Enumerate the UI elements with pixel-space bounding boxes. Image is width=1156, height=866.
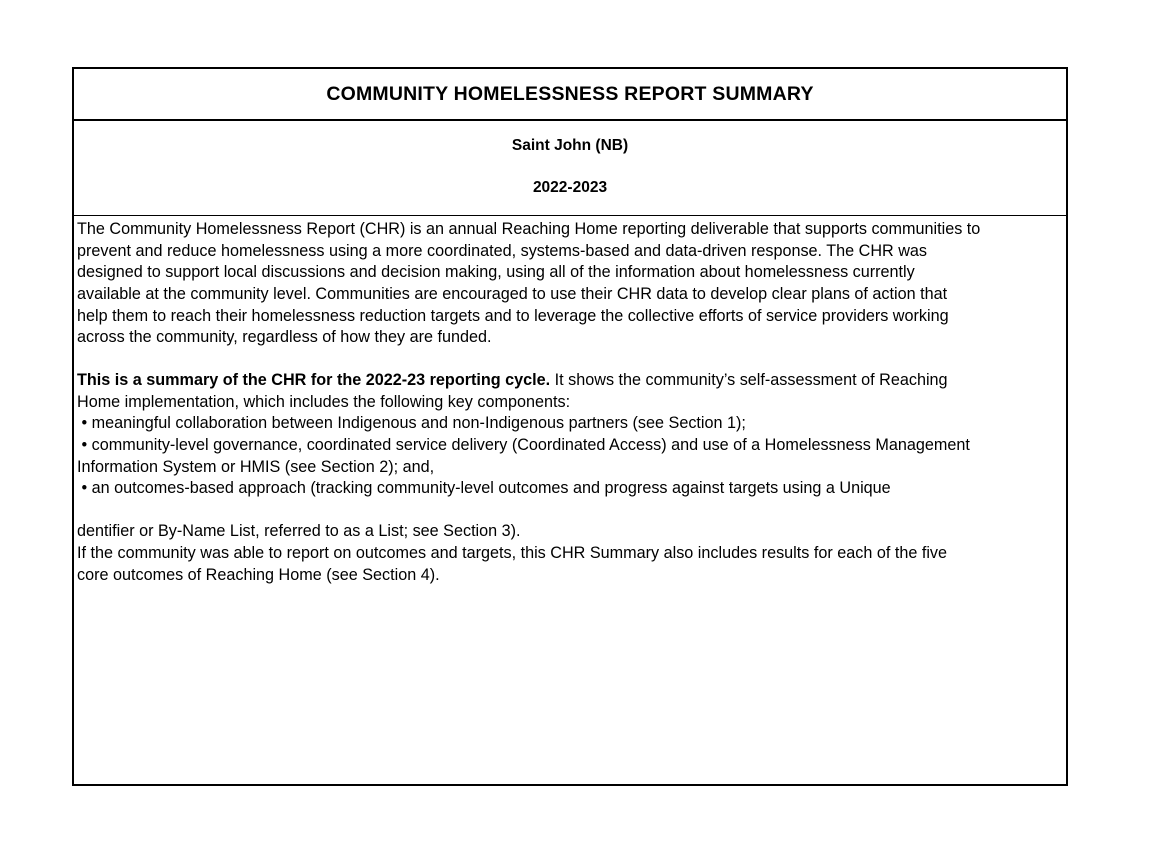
- paragraph3-line: core outcomes of Reaching Home (see Section 4).: [77, 565, 440, 584]
- paragraph3-line: dentifier or By-Name List, referred to as a List; see Section 3).: [77, 522, 521, 541]
- community-name: Saint John (NB): [511, 137, 629, 155]
- body-text: [77, 219, 1063, 586]
- bullet-item-collaboration: • meaningful collaboration between Indigenous and non-Indigenous partners (see Section 1);: [77, 414, 746, 433]
- table-row-subtitle: [74, 121, 1066, 216]
- chr-summary-table: [72, 67, 1068, 786]
- bullet-item-outcomes: • an outcomes-based approach (tracking community-level outcomes and progress against targets using a Unique: [77, 479, 891, 498]
- paragraph2-lead-in: This is a summary of the CHR for the 2022-23 reporting cycle.: [77, 371, 551, 390]
- table-row-title: [74, 69, 1066, 121]
- subtitle-spacer: [84, 156, 1056, 178]
- paragraph3-line: If the community was able to report on outcomes and targets, this CHR Summary also includes results for each of the five: [77, 544, 948, 563]
- paragraph1-line: designed to support local discussions and decision making, using all of the information about homelessness currently: [77, 263, 915, 282]
- paragraph1-line: available at the community level. Communities are encouraged to use their CHR data to develop clear plans of action that: [77, 284, 948, 303]
- paragraph1-line: help them to reach their homelessness reduction targets and to leverage the collective efforts of service providers working: [77, 306, 949, 325]
- paragraph1-line: The Community Homelessness Report (CHR) is an annual Reaching Home reporting deliverable that supports communities to: [77, 220, 981, 239]
- bullet-item-governance-cont: Information System or HMIS (see Section 2); and,: [77, 457, 435, 476]
- paragraph2-line: Home implementation, which includes the following key components:: [77, 392, 571, 411]
- table-row-body: [74, 216, 1066, 784]
- reporting-period: 2022-2023: [532, 178, 608, 196]
- paragraph1-line: prevent and reduce homelessness using a more coordinated, systems-based and data-driven response. The CHR was: [77, 241, 928, 260]
- paragraph-gap: [77, 500, 1063, 522]
- paragraph2-first-line-rest: It shows the community’s self-assessment of Reaching: [550, 371, 948, 390]
- bullet-item-governance: • community-level governance, coordinated service delivery (Coordinated Access) and use of a Homelessness Management: [77, 436, 970, 455]
- page-title: COMMUNITY HOMELESSNESS REPORT SUMMARY: [326, 83, 814, 105]
- paragraph-gap: [77, 349, 1063, 371]
- paragraph2-first-line: [77, 370, 1063, 392]
- paragraph1-line: across the community, regardless of how they are funded.: [77, 328, 492, 347]
